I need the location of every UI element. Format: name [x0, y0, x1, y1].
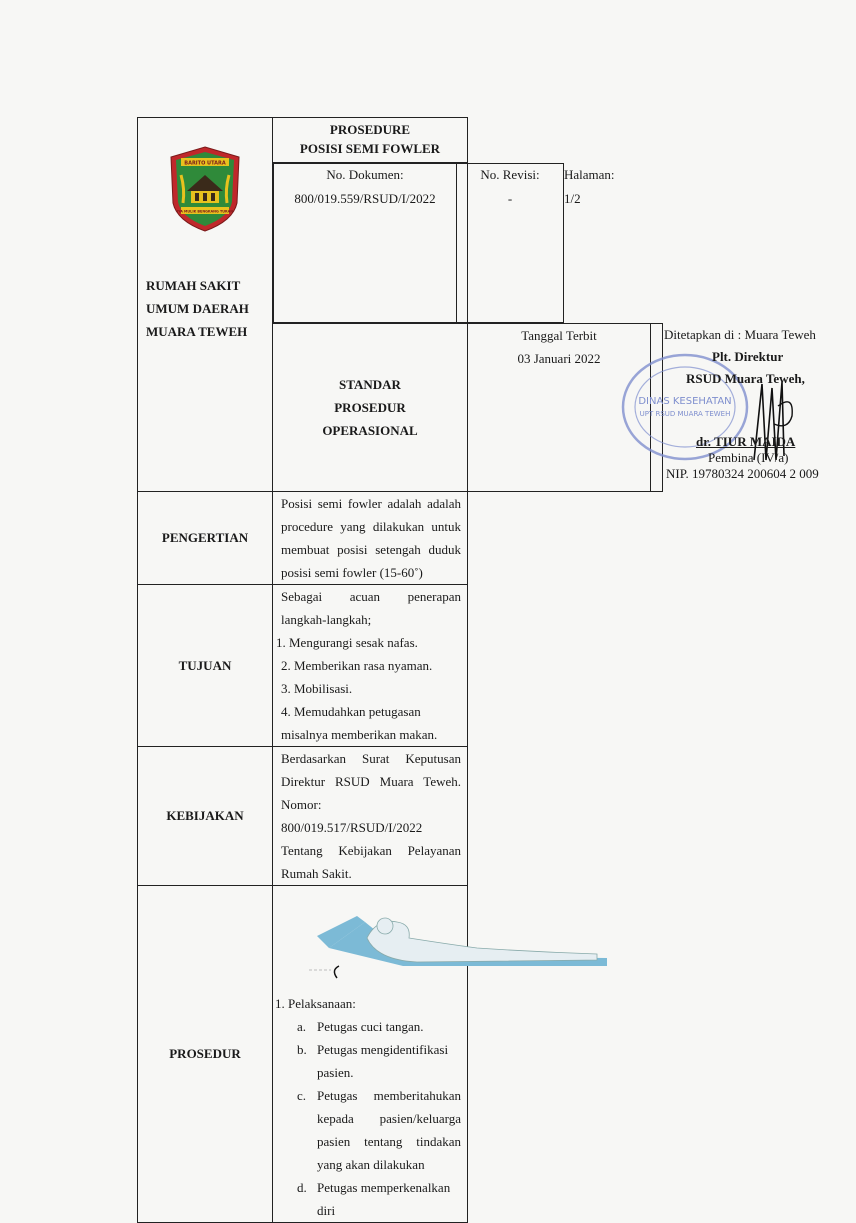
list-item — [297, 1084, 461, 1176]
kebijakan-label-cell — [138, 747, 273, 886]
prosedur-label: PROSEDUR — [169, 1046, 241, 1061]
pengertian-label: PENGERTIAN — [161, 530, 249, 545]
signatory-rank: Pembina (IV/a) — [708, 450, 789, 465]
prosedur-label-cell — [138, 886, 273, 1223]
list-marker: a. — [297, 1019, 307, 1034]
issue-date-label: Tanggal Terbit — [521, 328, 597, 343]
doc-number-label: No. Dokumen: — [326, 167, 404, 182]
kebijakan-label: KEBIJAKAN — [166, 808, 244, 823]
kebijakan-text: Berdasarkan Surat Keputusan Direktur RSUD Muara Teweh. Nomor: 800/019.517/RSUD/I/2022 Tentang Kebijakan Pelayanan Rumah Sakit. — [281, 751, 461, 881]
hospital-name-line2: UMUM DAERAH — [146, 301, 249, 316]
prosedur-list — [273, 1015, 467, 1222]
revision-cell — [457, 164, 564, 323]
position-line1: Plt. Direktur — [712, 349, 784, 364]
doc-number-cell — [274, 164, 457, 323]
signatory-name: dr. TIUR MAIDA — [696, 434, 796, 449]
revision-value: - — [507, 191, 513, 206]
header-right-cell — [273, 118, 615, 324]
position-line2: RSUD Muara Teweh, — [686, 371, 805, 386]
set-at-text: Ditetapkan di : Muara Teweh — [664, 327, 816, 342]
pengertian-text: Posisi semi fowler adalah adalah procedure yang dilakukan untuk membuat posisi setengah duduk posisi semi fowler (15-60˚) — [281, 496, 461, 580]
hospital-name-line3: MUARA TEWEH — [146, 324, 248, 339]
list-item — [297, 1038, 461, 1084]
title-line1: PROSEDURE — [329, 122, 411, 137]
tujuan-item: 4. Memudahkan petugasan misalnya memberikan makan. — [281, 704, 438, 742]
sop-table — [137, 117, 819, 1223]
pengertian-label-cell — [138, 492, 273, 585]
list-text: Petugas cuci tangan. — [317, 1019, 424, 1034]
kebijakan-content-cell — [273, 747, 468, 886]
sop-line3: OPERASIONAL — [322, 423, 418, 438]
approval-cell — [468, 324, 819, 492]
tujuan-intro: Sebagai acuan penerapan langkah-langkah; — [281, 589, 461, 627]
hospital-name-line1: RUMAH SAKIT — [146, 278, 241, 293]
pengertian-content-cell — [273, 492, 468, 585]
list-marker: b. — [297, 1042, 307, 1057]
list-text: Petugas mengidentifikasi pasien. — [317, 1042, 449, 1080]
list-marker: c. — [297, 1088, 307, 1103]
semi-fowler-bed-icon — [307, 908, 607, 982]
list-item — [297, 1176, 461, 1222]
document-title — [273, 118, 467, 163]
tujuan-item: 3. Mobilisasi. — [281, 681, 353, 696]
doc-number-value: 800/019.559/RSUD/I/2022 — [294, 191, 436, 206]
tujuan-content-cell — [273, 585, 468, 747]
hospital-logo-icon — [167, 145, 243, 233]
sop-line2: PROSEDUR — [334, 400, 406, 415]
list-marker: d. — [297, 1180, 307, 1195]
title-line2: POSISI SEMI FOWLER — [299, 141, 441, 156]
sop-label-cell — [273, 324, 468, 492]
logo-bottom-text: IYA MULIK BENGKANG TURAN — [176, 209, 234, 214]
tujuan-item: 1. Mengurangi sesak nafas. — [276, 635, 418, 650]
tujuan-label: TUJUAN — [178, 657, 232, 673]
prosedur-content-cell — [273, 886, 468, 1223]
sop-line1: STANDAR — [339, 377, 401, 392]
revision-label: No. Revisi: — [480, 167, 540, 182]
list-item — [297, 1015, 461, 1038]
stamp-line2: UPT RSUD MUARA TEWEH — [639, 410, 731, 418]
logo-top-text: BARITO UTARA — [184, 160, 226, 167]
stamp-line1: DINAS KESEHATAN — [638, 396, 732, 407]
tujuan-item: 2. Memberikan rasa nyaman. — [281, 658, 433, 673]
list-text: Petugas memberitahukan kepada pasien/keluarga pasien tentang tindakan yang akan dilakukan — [317, 1088, 461, 1172]
hospital-cell — [138, 118, 273, 492]
list-text: Petugas memperkenalkan diri — [317, 1180, 451, 1218]
issue-date-value: 03 Januari 2022 — [517, 351, 601, 366]
tujuan-list — [273, 631, 467, 746]
prosedur-step1: 1. Pelaksanaan: — [275, 996, 356, 1011]
tujuan-label-cell — [138, 585, 273, 747]
signatory-nip: NIP. 19780324 200604 2 009 — [666, 466, 819, 481]
doc-info-table: No. Dokumen: 800/019.559/RSUD/I/2022 No. Revisi: - Halaman: 1/2 — [273, 163, 564, 323]
